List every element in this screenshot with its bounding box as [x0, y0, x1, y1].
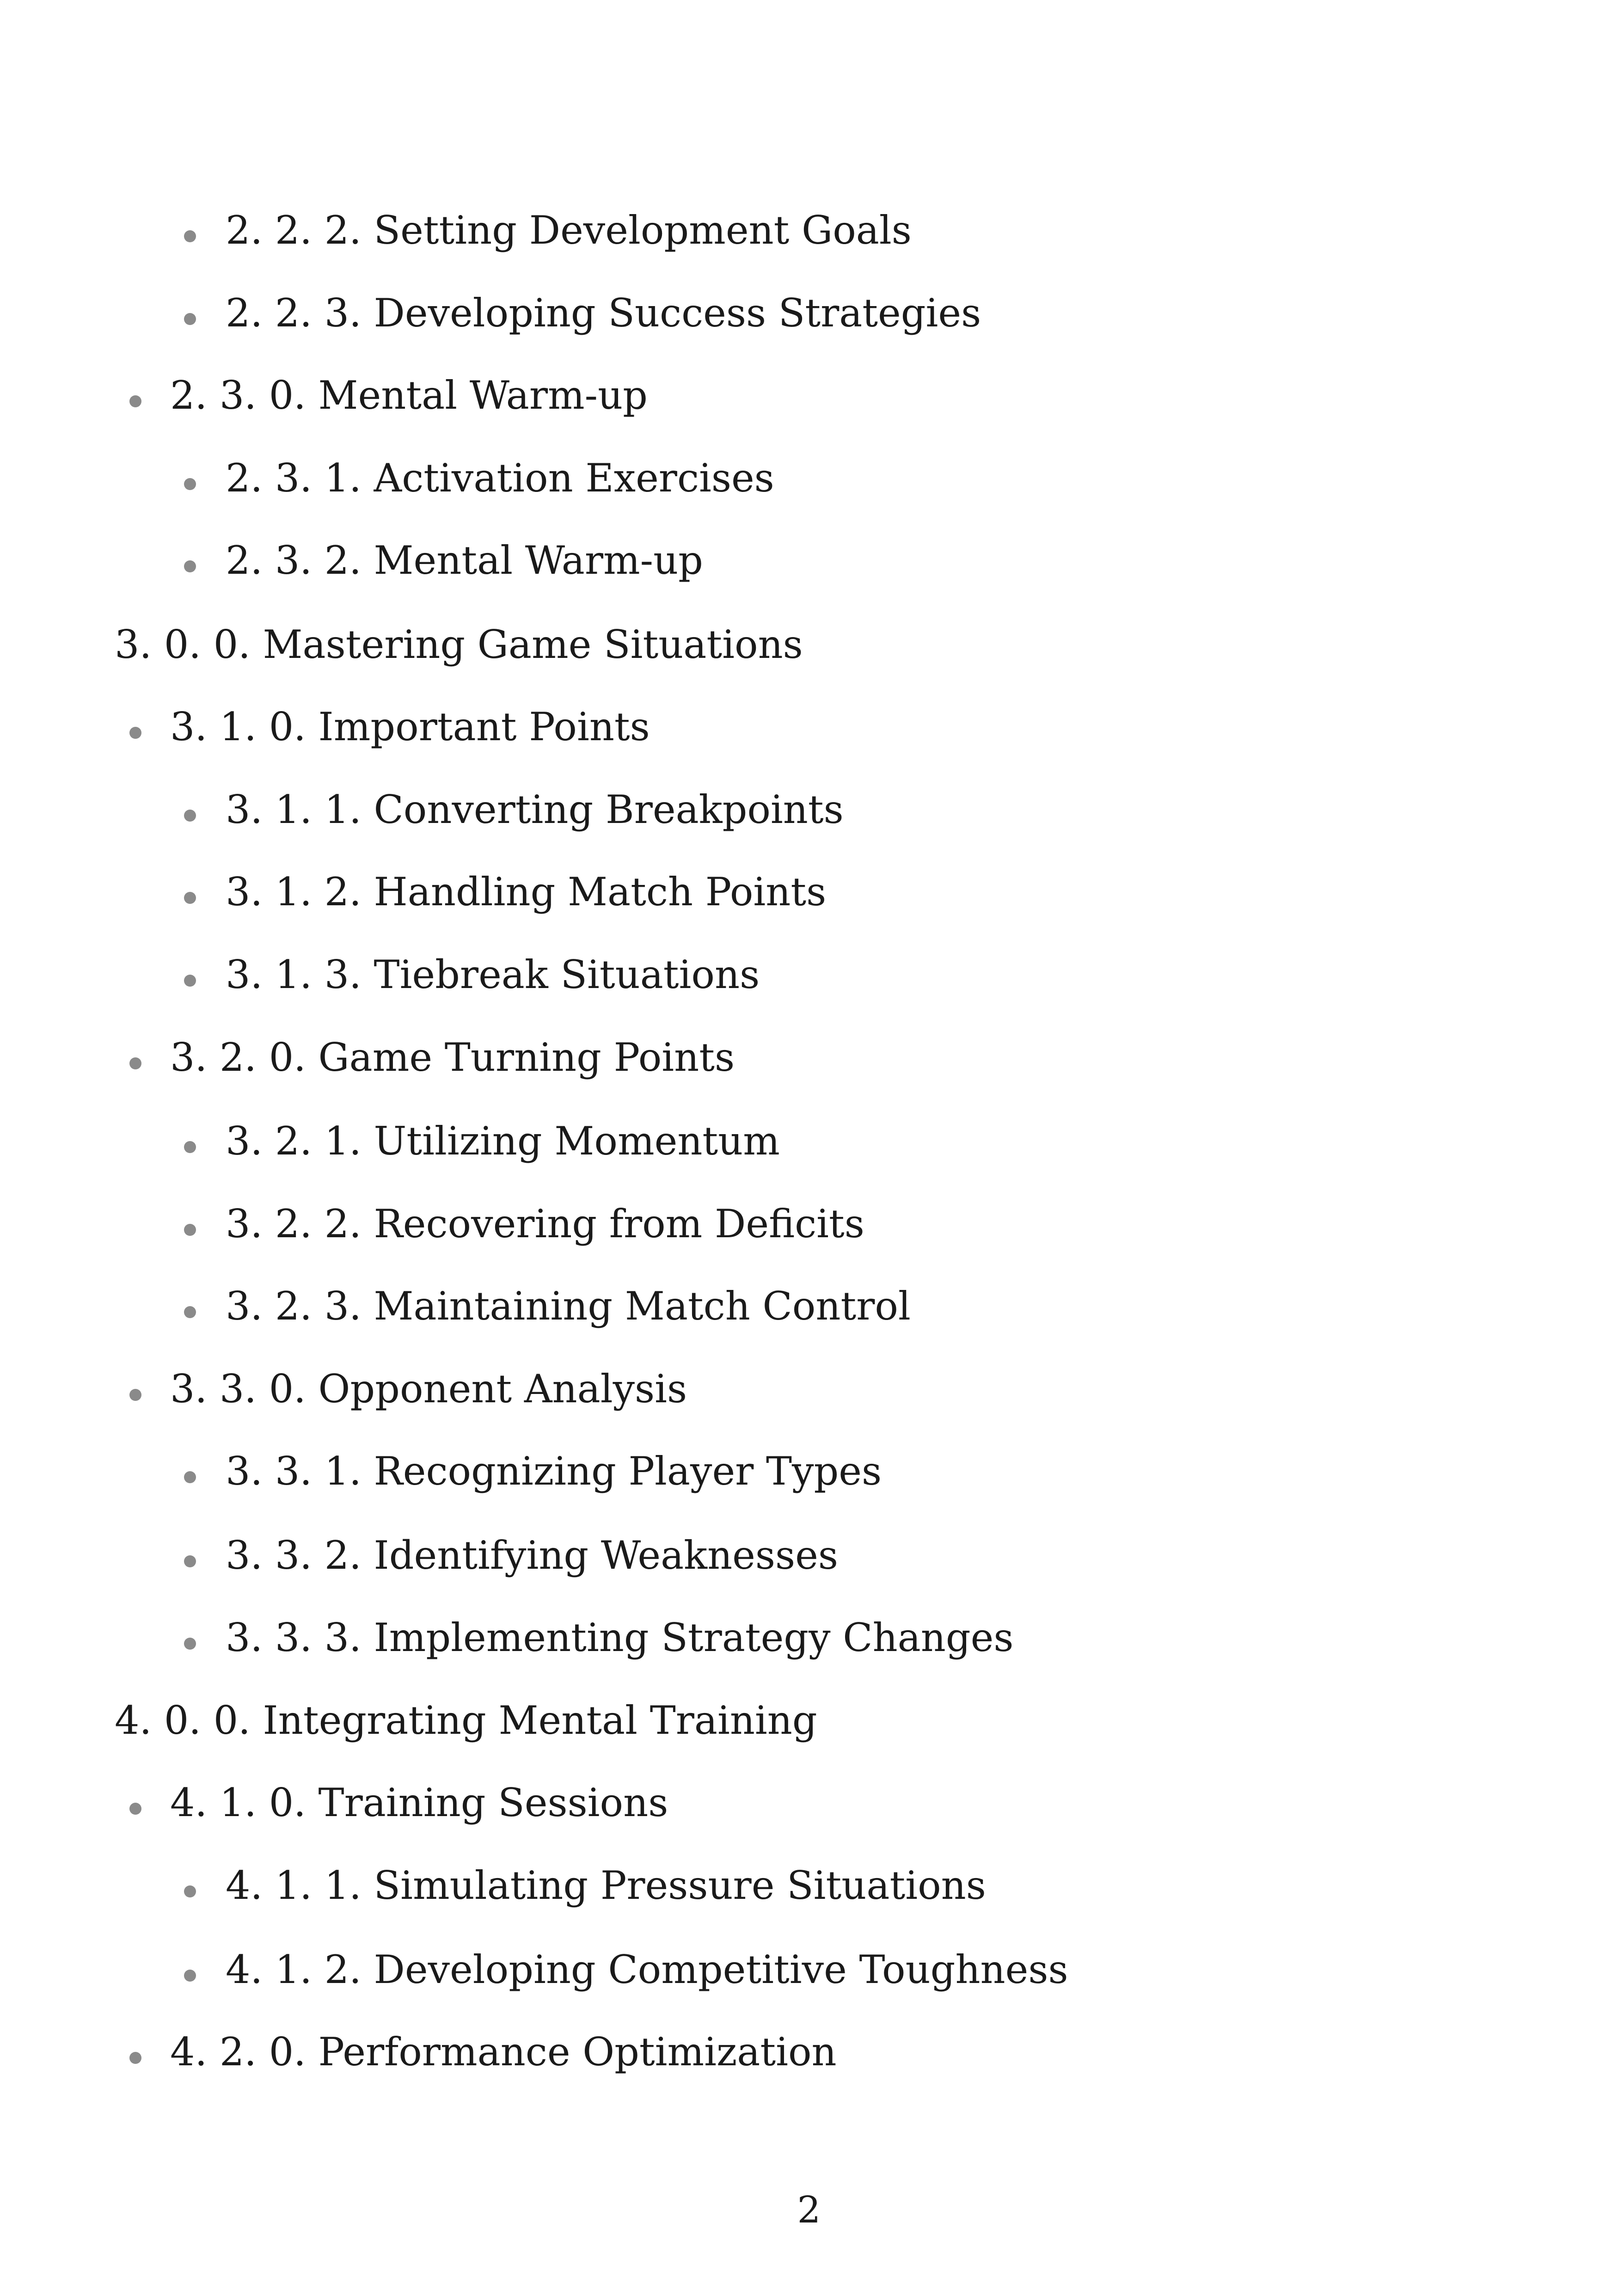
toc-entry-label: 4. 0. 0. Integrating Mental Training — [115, 1698, 817, 1743]
bullet-icon — [129, 395, 141, 407]
toc-entry — [226, 1201, 864, 1246]
toc-entry — [170, 704, 650, 749]
toc-entry — [170, 1780, 668, 1825]
bullet-icon — [129, 727, 141, 739]
bullet-icon — [184, 1555, 196, 1567]
bullet-icon — [184, 1970, 196, 1982]
bullet-icon — [184, 230, 196, 242]
toc-entry-label: 2. 3. 0. Mental Warm-up — [170, 373, 648, 418]
bullet-icon — [184, 1306, 196, 1318]
bullet-icon — [184, 1141, 196, 1153]
toc-entry — [170, 2029, 837, 2075]
toc-entry — [226, 290, 981, 336]
toc-entry — [170, 1035, 735, 1080]
bullet-icon — [129, 2052, 141, 2064]
toc-entry-label: 3. 0. 0. Mastering Game Situations — [115, 622, 803, 667]
toc-entry-label: 3. 2. 2. Recovering from Deficits — [226, 1201, 864, 1246]
bullet-icon — [184, 1885, 196, 1897]
toc-entry — [226, 952, 760, 997]
toc-entry — [226, 1615, 1014, 1660]
toc-entry — [226, 1118, 780, 1164]
toc-entry-label: 2. 3. 2. Mental Warm-up — [226, 538, 703, 583]
toc-entry-label: 3. 1. 0. Important Points — [170, 704, 650, 749]
bullet-icon — [184, 810, 196, 822]
bullet-icon — [184, 560, 196, 572]
toc-entry-label: 3. 3. 2. Identifying Weaknesses — [226, 1533, 838, 1578]
toc-entry-label: 3. 1. 2. Handling Match Points — [226, 869, 827, 915]
bullet-icon — [184, 1224, 196, 1236]
toc-entry-label: 3. 3. 1. Recognizing Player Types — [226, 1449, 882, 1494]
toc-entry — [226, 1283, 911, 1329]
toc-entry — [226, 208, 912, 253]
toc-entry-label: 3. 3. 3. Implementing Strategy Changes — [226, 1615, 1014, 1660]
toc-entry-label: 3. 2. 3. Maintaining Match Control — [226, 1283, 911, 1329]
toc-entry — [170, 373, 648, 418]
toc-entry-label: 2. 2. 3. Developing Success Strategies — [226, 290, 981, 336]
toc-entry-label: 3. 3. 0. Opponent Analysis — [170, 1366, 687, 1412]
toc-entry-label: 3. 2. 0. Game Turning Points — [170, 1035, 735, 1080]
bullet-icon — [184, 1471, 196, 1483]
toc-entry — [170, 1366, 687, 1412]
toc-entry-label: 3. 2. 1. Utilizing Momentum — [226, 1118, 780, 1164]
toc-entry-label: 3. 1. 1. Converting Breakpoints — [226, 787, 844, 832]
toc-entry-label: 4. 1. 0. Training Sessions — [170, 1780, 668, 1825]
toc-entry — [226, 1533, 838, 1578]
bullet-icon — [184, 478, 196, 490]
toc-entry-label: 3. 1. 3. Tiebreak Situations — [226, 952, 760, 997]
toc-entry-label: 2. 2. 2. Setting Development Goals — [226, 208, 912, 253]
bullet-icon — [184, 975, 196, 987]
bullet-icon — [184, 1638, 196, 1650]
page-number: 2 — [797, 2188, 821, 2231]
toc-entry — [115, 1698, 817, 1743]
bullet-icon — [129, 1057, 141, 1069]
toc-entry-label: 4. 2. 0. Performance Optimization — [170, 2029, 837, 2075]
toc-entry — [226, 869, 827, 915]
toc-entry — [226, 1863, 986, 1908]
toc-entry — [226, 1947, 1068, 1992]
bullet-icon — [184, 313, 196, 325]
bullet-icon — [129, 1389, 141, 1401]
toc-entry — [115, 622, 803, 667]
toc-entry-label: 4. 1. 2. Developing Competitive Toughness — [226, 1947, 1068, 1992]
toc-entry — [226, 455, 774, 501]
toc-entry-label: 2. 3. 1. Activation Exercises — [226, 455, 774, 501]
toc-entry — [226, 1449, 882, 1494]
toc-entry — [226, 787, 844, 832]
bullet-icon — [184, 892, 196, 904]
bullet-icon — [129, 1803, 141, 1815]
toc-entry-label: 4. 1. 1. Simulating Pressure Situations — [226, 1863, 986, 1908]
toc-entry — [226, 538, 703, 583]
